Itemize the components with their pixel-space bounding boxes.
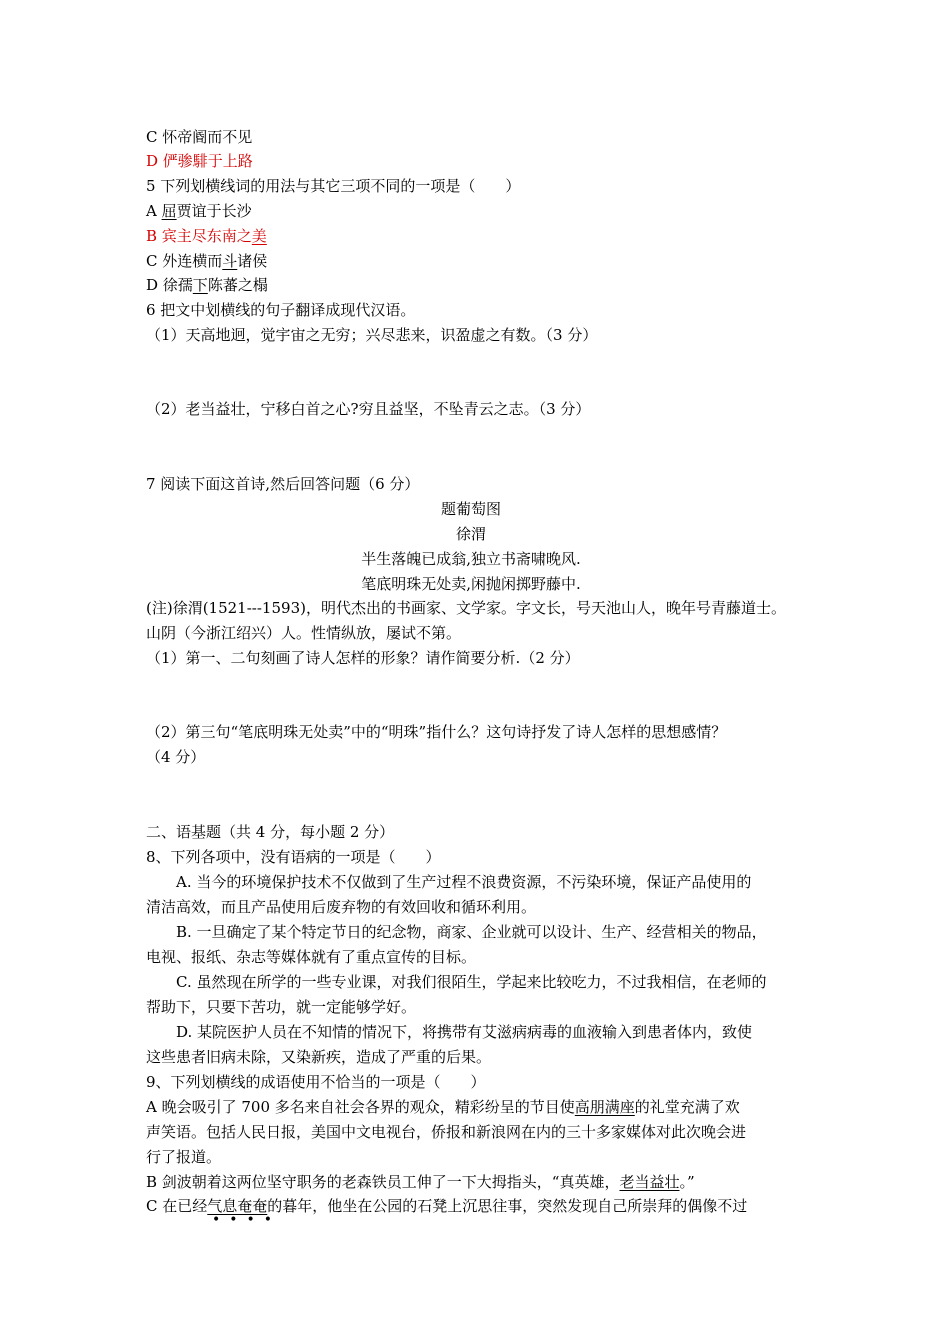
q9-option-a-cont-1: 声笑语。包括人民日报，美国中文电视台，侨报和新浪网在内的三十多家媒体对此次晚会进 (146, 1123, 747, 1141)
emphasis-dots: •••• (212, 1212, 282, 1228)
q6-sentence-2: （2）老当益壮，宁移白首之心?穷且益坚，不坠青云之志。（3 分） (146, 400, 591, 418)
q9-option-b: B 剑波朝着这两位坚守职务的老森铁员工伸了一下大拇指头，“真英雄，老当益壮。” (146, 1173, 695, 1191)
underlined-word: 美 (251, 227, 267, 245)
poem-author: 徐渭 (455, 525, 486, 543)
poem-note-line-2: 山阴（今浙江绍兴）人。性情纵放，屡试不第。 (146, 624, 462, 642)
q7-subquestion-2-score: （4 分） (146, 748, 206, 766)
q7-subquestion-2: （2）第三句“笔底明珠无处卖”中的“明珠”指什么？这句诗抒发了诗人怎样的思想感情？ (146, 723, 727, 741)
underlined-idiom: 老当益壮 (619, 1173, 680, 1191)
poem-line-2: 笔底明珠无处卖,闲抛闲掷野藤中. (361, 575, 581, 593)
q9-option-a: A 晚会吸引了 700 多名来自社会各界的观众，精彩纷呈的节目使高朋满座的礼堂充满了欢 (146, 1098, 740, 1116)
q5-option-b: B 宾主尽东南之美 (146, 227, 267, 245)
q8-option-a: A. 当今的环境保护技术不仅做到了生产过程不浪费资源，不污染环境，保证产品使用的 (176, 873, 752, 891)
q6-stem: 6 把文中划横线的句子翻译成现代汉语。 (146, 301, 416, 319)
q9-option-c: C 在已经气息奄奄的暮年，他坐在公园的石凳上沉思往事，突然发现自己所崇拜的偶像不过 (146, 1197, 748, 1215)
poem-line-1: 半生落魄已成翁,独立书斋啸晚风. (361, 550, 581, 568)
poem-note-line-1: (注)徐渭(1521---1593)，明代杰出的书画家、文学家。字文长，号天池山人，晚年号青藤道士。 (146, 599, 786, 617)
underlined-word: 下 (192, 276, 208, 294)
q8-option-d-cont: 这些患者旧病未除，又染新疾，造成了严重的后果。 (146, 1048, 492, 1066)
section-2-title: 二、语基题（共 4 分，每小题 2 分） (146, 823, 395, 841)
q7-stem: 7 阅读下面这首诗,然后回答问题（6 分） (146, 475, 420, 493)
q6-sentence-1: （1）天高地迥，觉宇宙之无穷；兴尽悲来，识盈虚之有数。（3 分） (146, 326, 598, 344)
q8-option-c-cont: 帮助下，只要下苦功，就一定能够学好。 (146, 998, 417, 1016)
underlined-word: 屈 (161, 202, 177, 220)
q5-option-d: D 徐孺下陈蕃之榻 (146, 276, 268, 294)
q5-stem: 5 下列划横线词的用法与其它三项不同的一项是（ ） (146, 177, 521, 195)
q8-option-c: C. 虽然现在所学的一些专业课，对我们很陌生，学起来比较吃力，不过我相信，在老师的 (176, 973, 767, 991)
q9-option-a-cont-2: 行了报道。 (146, 1148, 222, 1166)
q8-option-d: D. 某院医护人员在不知情的情况下，将携带有艾滋病病毒的血液输入到患者体内，致使 (176, 1023, 753, 1041)
q5-option-a: A 屈贾谊于长沙 (146, 202, 252, 220)
underlined-word: 斗 (222, 252, 238, 270)
q4-option-d: D 俨骖騑于上路 (146, 152, 253, 170)
q8-option-a-cont: 清洁高效，而且产品使用后废弃物的有效回收和循环利用。 (146, 898, 537, 916)
q9-stem: 9、下列划横线的成语使用不恰当的一项是（ ） (146, 1073, 486, 1091)
q8-stem: 8、下列各项中，没有语病的一项是（ ） (146, 848, 441, 866)
poem-title: 题葡萄图 (440, 500, 501, 518)
q4-option-c: C 怀帝阍而不见 (146, 128, 253, 146)
q8-option-b: B. 一旦确定了某个特定节日的纪念物，商家、企业就可以设计、生产、经营相关的物品， (176, 923, 767, 941)
q7-subquestion-1: （1）第一、二句刻画了诗人怎样的形象？请作简要分析.（2 分） (146, 649, 580, 667)
q8-option-b-cont: 电视、报纸、杂志等媒体就有了重点宣传的目标。 (146, 948, 477, 966)
underlined-idiom: 气息奄奄 (207, 1197, 268, 1215)
underlined-idiom: 高朋满座 (574, 1098, 635, 1116)
q5-option-c: C 外连横而斗诸侯 (146, 252, 268, 270)
